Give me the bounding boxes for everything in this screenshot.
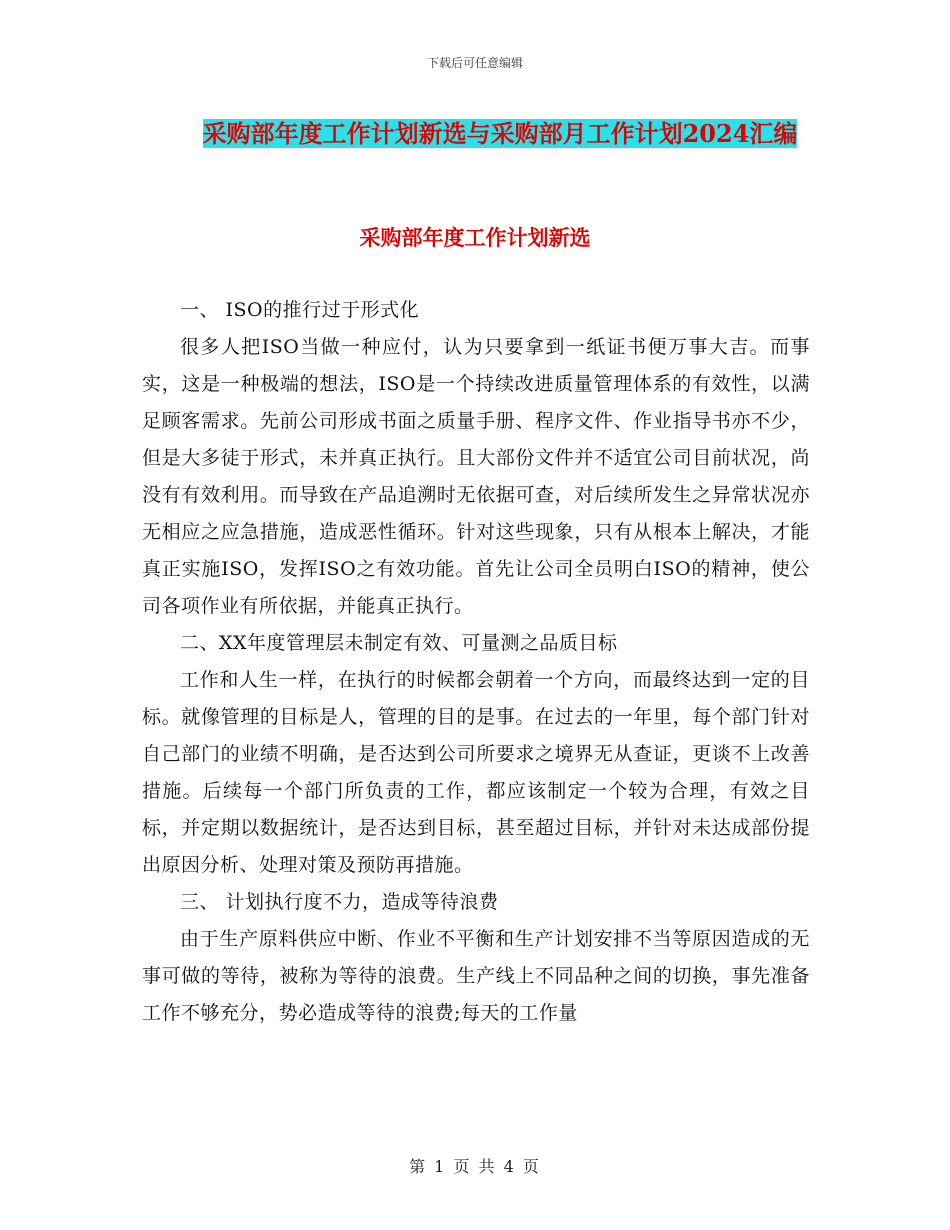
page-footer: 第 1 页 共 4 页 (409, 1157, 541, 1176)
document-title (190, 112, 810, 156)
heading-item-1: 一、 ISO的推行过于形式化 (180, 299, 420, 321)
page-header-note: 下载后可任意编辑 (426, 56, 523, 70)
body-paragraph-1: 很多人把ISO当做一种应付，认为只要拿到一纸证书便万事大吉。而事实，这是一种极端的想法，ISO是一个持续改进质量管理体系的有效性，以满足顾客需求。先前公司形成书面之质量手册、程序文件、作业指导书亦不少，但是大多徒于形式，未并真正执行。且大部份文件并不适宜公司目前状况，尚没有有效利用。而导致在产品追溯时无依据可查，对后续所发生之异常状况亦无相应之应急措施，造成恶性循环。针对这些现象，只有从根本上解决，才能真正实施ISO，发挥ISO之有效功能。首先让公司全员明白ISO的精神，使公司各项作业有所依据，并能真正执行。 (142, 336, 810, 617)
document-body (142, 292, 810, 1032)
body-paragraph-3: 由于生产原料供应中断、作业不平衡和生产计划安排不当等原因造成的无事可做的等待，被称为等待的浪费。生产线上不同品种之间的切换，事先准备工作不够充分，势必造成等待的浪费;每天的工作量 (142, 928, 810, 1024)
body-paragraph-2: 工作和人生一样，在执行的时候都会朝着一个方向，而最终达到一定的目标。就像管理的目标是人，管理的目的是事。在过去的一年里，每个部门针对自己部门的业绩不明确，是否达到公司所要求之境界无从查证，更谈不上改善措施。后续每一个部门所负责的工作，都应该制定一个较为合理，有效之目标，并定期以数据统计，是否达到目标，甚至超过目标，并针对未达成部份提出原因分析、处理对策及预防再措施。 (142, 669, 810, 876)
section-title: 采购部年度工作计划新选 (359, 225, 591, 250)
heading-item-2: 二、XX年度管理层未制定有效、可量测之品质目标 (180, 632, 618, 654)
document-title-text: 采购部年度工作计划新选与采购部月工作计划2024汇编 (202, 119, 798, 148)
heading-item-3: 三、 计划执行度不力，造成等待浪费 (180, 891, 499, 913)
